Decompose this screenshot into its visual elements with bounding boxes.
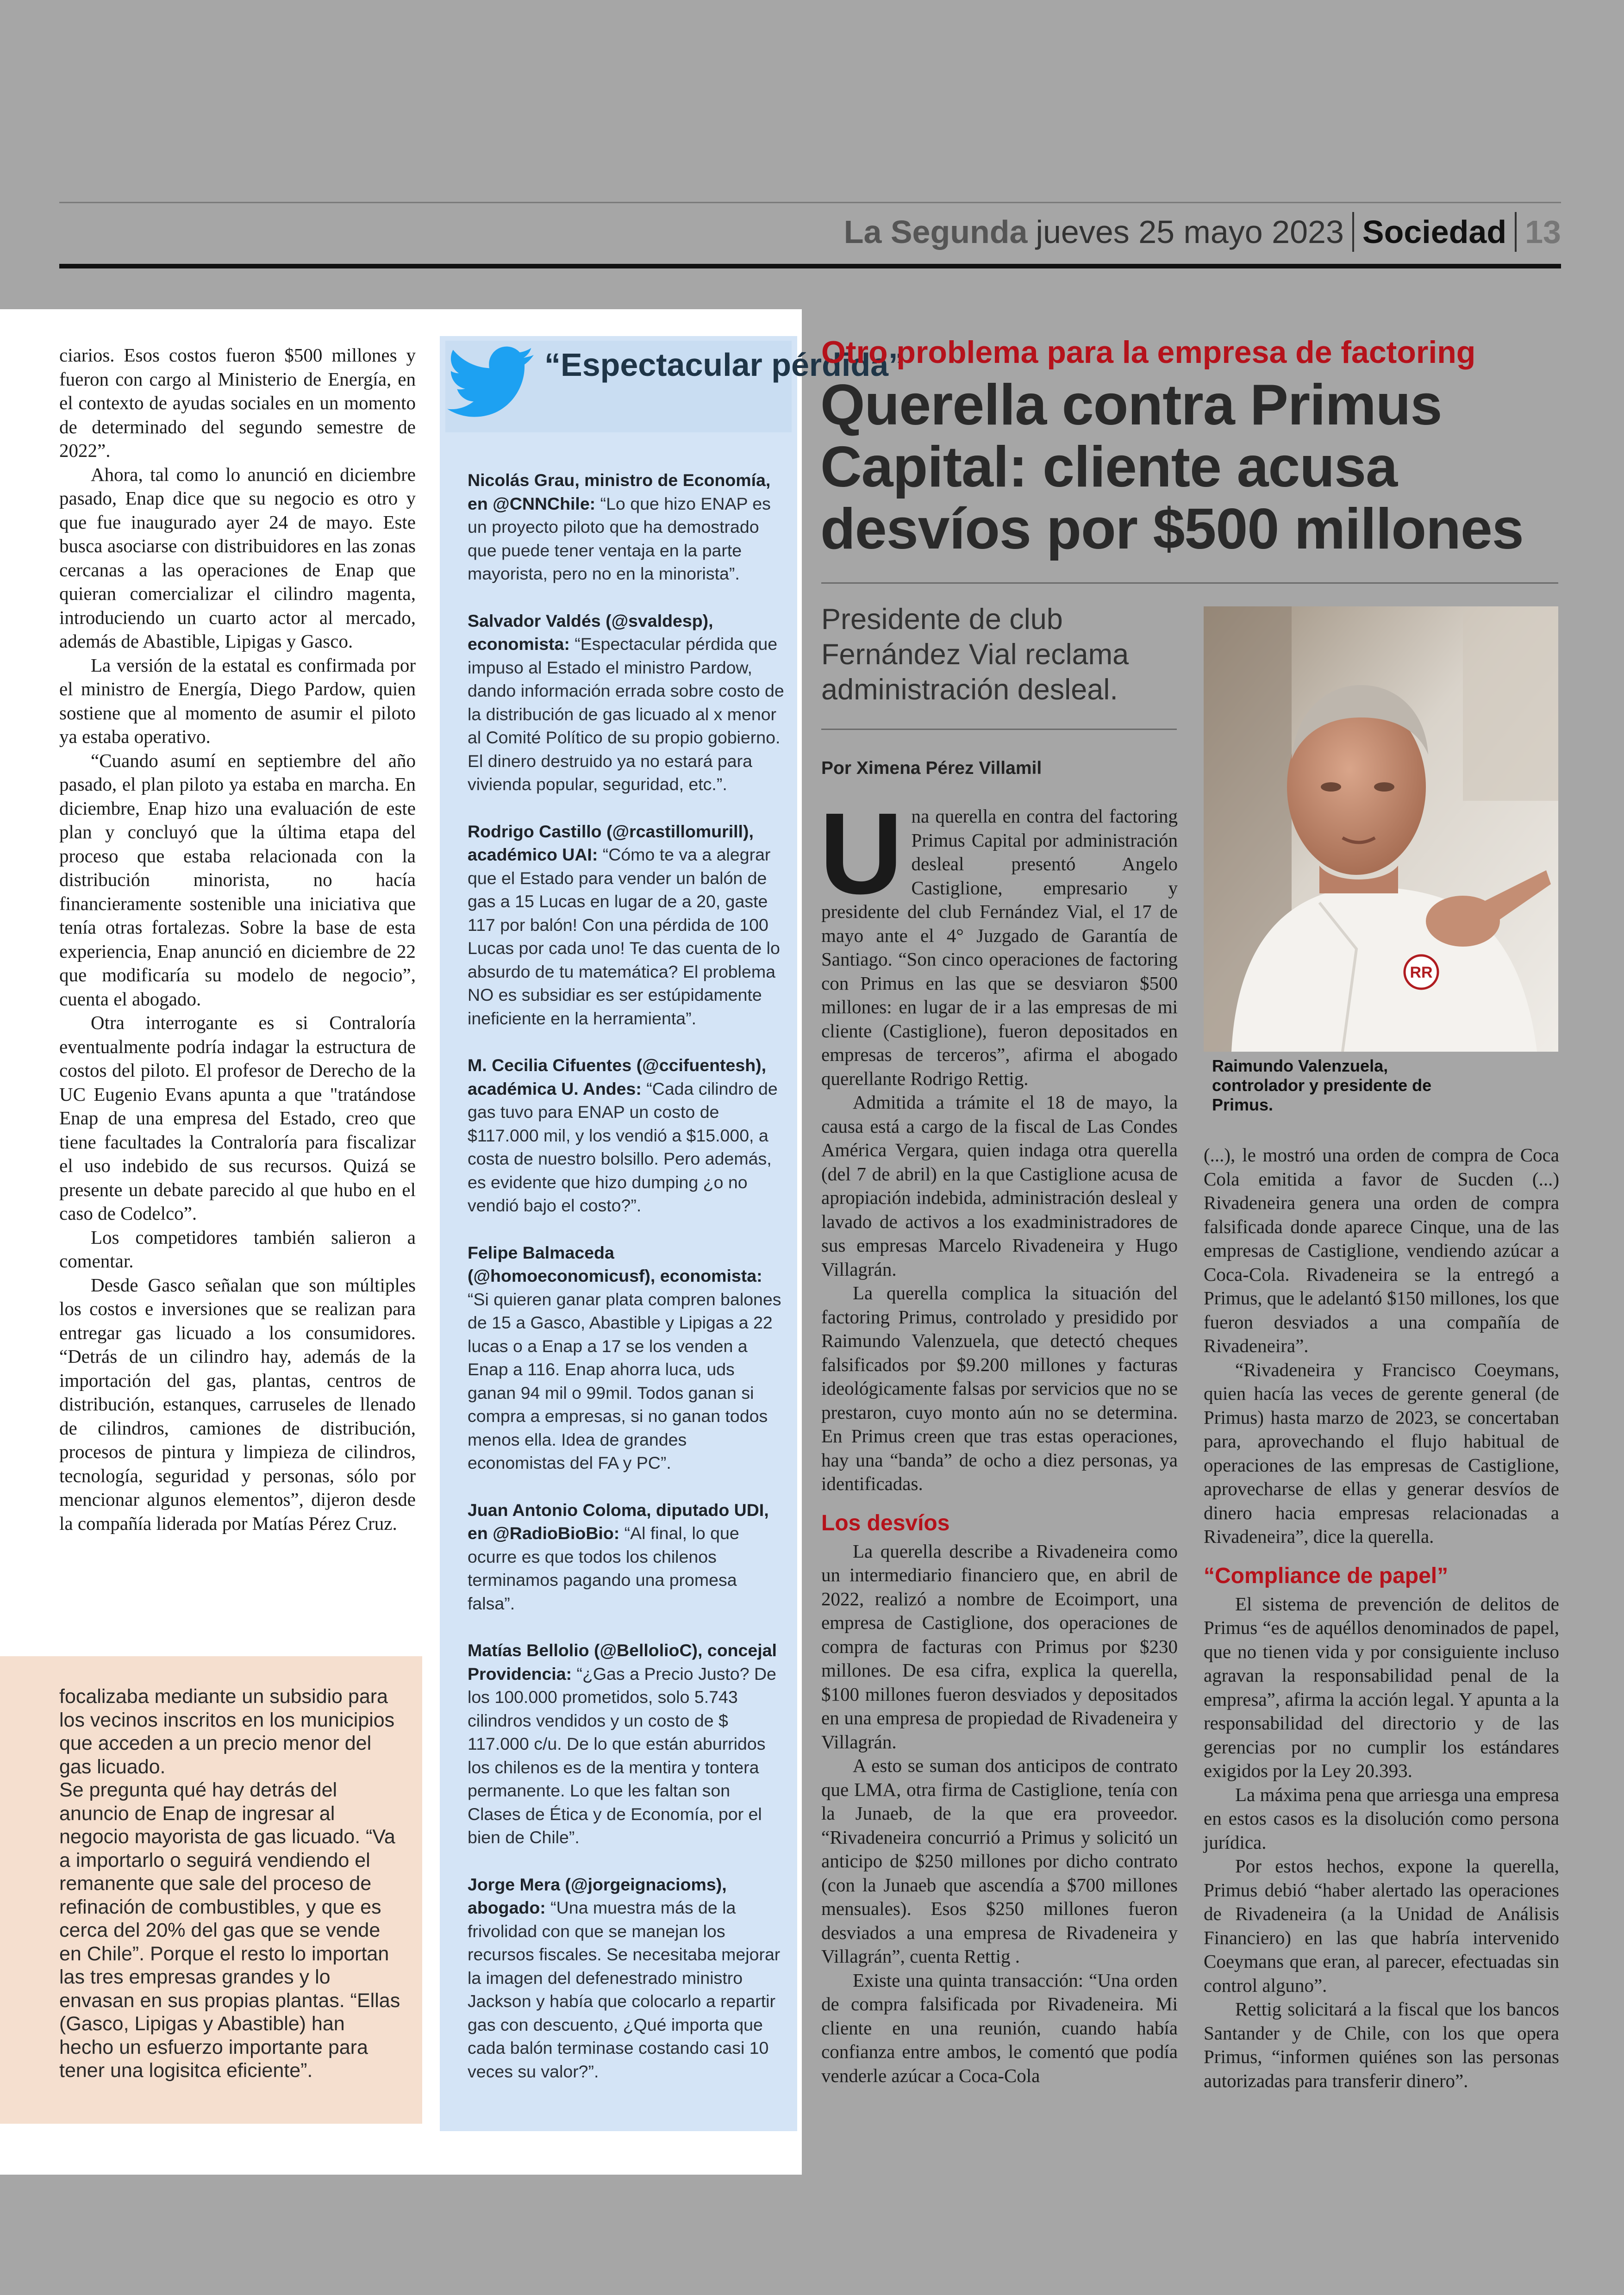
article-headline: Querella contra Primus Capital: cliente acusa desvíos por $500 millones — [820, 373, 1524, 561]
tweet-quote — [468, 609, 787, 796]
section-name: Sociedad — [1362, 214, 1507, 250]
paragraph: Desde Gasco señalan que son múltiples los costos e inversiones que se realizan para entregar gas licuado a los consumidores. “Detrás de un cilindro hay, además de la importación del gas, plantas, centros de distribución, estanques, carruseles de llenado de cilindros, camiones de distribución, procesos de pintura y limpieza de cilindros, tecnología, seguridad y personas, sólo por mencionar algunos elementos”, dijeron desde la compañía liderada por Matías Pérez Cruz. — [59, 1274, 416, 1534]
paragraph: A esto se suman dos anticipos de contrato que LMA, otra firma de Castiglione, tenía con la Junaeb, de la que era proveedor. “Rivadeneira concurrió a Primus y solicitó un anticipo de $250 millones por dicho contrato (con la Junaeb que ascendía a $700 millones mensuales). Esos $250 millones fueron desviados a una empresa de Rivadeneira y Villagrán”, cuenta Rettig . — [821, 1755, 1178, 1967]
peach-box-text — [59, 1685, 402, 2083]
tweet-list — [468, 468, 787, 2107]
article-byline: Por Ximena Pérez Villamil — [821, 758, 1042, 778]
paragraph: Otra interrogante es si Contraloría eventualmente podría indagar la estructura de costos del piloto. El profesor de Derecho de la UC Eugenio Evans apunta a que "tratándose Enap de una empresa del Estado, creo que tiene facultades la Contraloría para fiscalizar el uso indebido de sus recursos. Quizá se presente un debate parecido al que hubo en el caso de Codelco”. — [59, 1012, 416, 1224]
paragraph: “Rivadeneira y Francisco Coeymans, quien hacía las veces de gerente general (de Primus) hasta marzo de 2023, se concertaban para, aprovechando el flujo habitual de operaciones de las empresas de Castiglione, aprovecharse de ellas y generar desvíos de dinero hacia empresas relacionadas a Rivadeneira”, dice la querella. — [1204, 1359, 1559, 1547]
article-subhead: Presidente de club Fernández Vial reclama administración desleal. — [821, 603, 1129, 706]
paragraph: Por estos hechos, expone la querella, Primus debió “haber alertado las operaciones de Rivadeneira (a la Unidad de Análisis Financiero) en las que habría intervenido Coeymans que eran, al parecer, efectuadas sin control alguno”. — [1204, 1855, 1559, 1996]
photo-caption: Raimundo Valenzuela, controlador y presidente de Primus. — [1212, 1056, 1432, 1114]
tweet-quote — [468, 1054, 787, 1217]
tweet-text: “Lo que hizo ENAP es un proyecto piloto que ha demostrado que puede tener ventaja en la parte mayorista, pero no en la minorista”. — [468, 493, 771, 583]
drop-cap: U — [819, 789, 903, 918]
article-column-1 — [819, 789, 1178, 2088]
tweet-author: Salvador Valdés (@svaldesp), economista: — [468, 611, 713, 654]
paragraph: La querella complica la situación del factoring Primus, controlado y presidido por Raimundo Valenzuela, que detectó cheques falsificados por $9.200 millones y facturas ideológicamente falsas por servicios que no se prestaron, cuyo monto aún no se determina. En Primus creen que tras estas operaciones, hay una “banda” de ocho a diez personas, ya identificadas. — [821, 1282, 1178, 1494]
tweet-author: Nicolás Grau, ministro de Economía, en @CNNChile: — [468, 470, 771, 513]
paragraph: La querella describe a Rivadeneira como un intermediario financiero que, en abril de 2022, realizó a nombre de Ecoimport, una empresa de Castiglione, dos operaciones de compra de facturas con Primus por $230 millones. De esa cifra, explica la querella, $100 millones fueron desviados y depositados en una empresa de propiedad de Rivadeneira y Villagrán. — [821, 1540, 1178, 1752]
tweet-quote — [468, 1498, 787, 1615]
tweet-text: “Espectacular pérdida que impuso al Estado el ministro Pardow, dando información errada sobre costo de la distribución de gas licuado al x menor al Comité Político de su propio gobierno. El dinero destruido ya no estará para vivienda popular, seguridad, etc.”. — [468, 634, 784, 794]
header-rule-bottom — [59, 264, 1561, 268]
paragraph: El sistema de prevención de delitos de Primus “es de aquéllos denominados de papel, que no tienen vida y por consiguiente incluso agravan la responsabilidad penal de la empresa”, afirma la acción legal. Y apunta a la responsabilidad del directorio y de las gerencias por no cumplir los estándares exigidos por la Ley 20.393. — [1204, 1593, 1559, 1781]
headline-rule — [821, 582, 1558, 584]
left-column-text — [59, 343, 416, 1535]
paragraph: Rettig solicitará a la fiscal que los bancos Santander y de Chile, con los que opera Primus, “informen quiénes son las personas autorizadas para transferir dinero”. — [1204, 1998, 1559, 2091]
page-number: 13 — [1525, 214, 1561, 250]
tweet-text: “Si quieren ganar plata compren balones de 15 a Gasco, Abastible y Lipigas a 22 lucas o a Enap a 17 se los venden a Enap a 116. Enap ahorra luca, uds ganan 94 mil o 99mil. Todos ganan si compra a empresas, si no ganan todos menos ella. Idea de grandes economistas del FA y PC”. — [468, 1289, 781, 1472]
tweet-author: Juan Antonio Coloma, diputado UDI, en @RadioBioBio: — [468, 1500, 769, 1543]
paragraph: Existe una quinta transacción: “Una orden de compra falsificada por Rivadeneira. Mi cliente en una reunión, cuando había confianza entre ambos, le comentó que podía venderle azúcar a Coca-Cola — [821, 1969, 1178, 2086]
article-kicker: Otro problema para la empresa de factoring — [821, 335, 1476, 370]
masthead — [844, 206, 1561, 257]
tweet-text: “¿Gas a Precio Justo? De los 100.000 prometidos, solo 5.743 cilindros vendidos y un costo de $ 117.000 c/u. De lo que están aburridos los chilenos es de la mentira y tontera permanente. Lo que les faltan son Clases de Ética y de Economía, por el bien de Chile”. — [468, 1664, 776, 1847]
paragraph: Admitida a trámite el 18 de mayo, la causa está a cargo de la fiscal de Las Condes América Vergara, quien indaga otra querella (del 7 de abril) en la que Castiglione acusa de apropiación indebida, administración desleal y lavado de activos a los exadministradores de sus empresas Marcelo Rivadeneira y Hugo Villagrán. — [821, 1091, 1178, 1280]
tweet-quote — [468, 468, 787, 586]
portrait-illustration — [1204, 606, 1558, 1052]
tweet-text: “Una muestra más de la frivolidad con que se manejan los recursos fiscales. Se necesitaba mejorar la imagen del defenestrado ministro Jackson y había que colocarlo a repartir gas con descuento, ¿Qué importa que cada balón terminase costando casi 10 veces su valor?”. — [468, 1898, 781, 2081]
twitter-bird-icon — [447, 343, 535, 422]
masthead-divider — [1352, 212, 1354, 252]
paragraph: (...), le mostró una orden de compra de Coca Cola emitida a favor de Sucden (...) Rivadeneira genera una orden de compra falsificada donde aparece Cinque, una de las empresas de Castiglione, vendiendo azúcar a Coca-Cola. Rivadeneira se la entregó a Primus, que le adelantó $150 millones, los que fueron desviados a una compañía de Rivadeneira”. — [1204, 1144, 1559, 1356]
paragraph: “Cuando asumí en septiembre del año pasado, el plan piloto ya estaba en marcha. En diciembre, Enap hizo una evaluación de este plan y concluyó que la última etapa del proceso que estaba relacionada con la distribución minorista, no hacía financieramente sostenible una iniciativa que tenía otras fortalezas. Sobre la base de esta experiencia, Enap anunció en diciembre de 22 que modificaría su modelo de negocio”, cuenta el abogado. — [59, 749, 416, 1010]
tweet-quote — [468, 820, 787, 1030]
paragraph: La versión de la estatal es confirmada por el ministro de Energía, Diego Pardow, quien sostiene que al momento de asumir el piloto ya estaba operativo. — [59, 654, 416, 747]
paragraph: focalizaba mediante un subsidio para los vecinos inscritos en los municipios que acceden a un precio menor del gas licuado. — [59, 1685, 395, 1778]
tweet-quote — [468, 1639, 787, 1849]
tweet-author: M. Cecilia Cifuentes (@ccifuentesh), académica U. Andes: — [468, 1055, 767, 1098]
tweet-quote — [468, 1873, 787, 2083]
lead-text: na querella en contra del factoring Primus Capital por administración desleal presentó Angelo Castiglione, empresario y presidente del club Fernández Vial, el 17 de mayo ante el 4° Juzgado de Garantía de Santiago. “Son cinco operaciones de factoring con Primus en las que se desviaron $500 millones: en lugar de ir a las empresas de mi cliente (Castiglione), fueron depositados en empresas de terceros”, afirma el abogado querellante Rodrigo Rettig. — [821, 805, 1178, 1089]
header-rule-top — [59, 202, 1561, 203]
tweet-text: “Cada cilindro de gas tuvo para ENAP un costo de $117.000 mil, y los vendió a $15.000, a costa de nuestro bolsillo. Pero además, es evidente que hizo dumping ¿o no vendió bajo el costo?”. — [468, 1079, 778, 1215]
article-column-2 — [1204, 1143, 1559, 2093]
tweet-author: Matías Bellolio (@BellolioC), concejal Providencia: — [468, 1640, 777, 1684]
tweet-quote — [468, 1241, 787, 1475]
issue-date: jueves 25 mayo 2023 — [1036, 214, 1344, 250]
newspaper-name: La Segunda — [843, 214, 1028, 250]
tweet-text: “Cómo te va a alegrar que el Estado para vender un balón de gas a 15 Lucas en lugar de a 20, gaste 117 por balón! Con una pérdida de 100 Lucas por cada uno! Te das cuenta de lo absurdo de tu matemática? El problema NO es subsidiar es ser estúpidamente ineficiente en la herramienta”. — [468, 845, 780, 1028]
paragraph: Se pregunta qué hay detrás del anuncio de Enap de ingresar al negocio mayorista de gas licuado. “Va a importarlo o seguirá vendiendo el remanente que sale del proceso de refinación de combustibles, y que es cerca del 20% del gas que se vende en Chile”. Porque el resto lo importan las tres empresas grandes y lo envasan en sus propias plantas. “Ellas (Gasco, Lipigas y Abastible) han hecho un esfuerzo importante para tener una logisitca eficiente”. — [59, 1779, 400, 2082]
paragraph: ciarios. Esos costos fueron $500 millones y fueron con cargo al Ministerio de Energía, en el contexto de ayudas sociales en un momento de determinado del segundo semestre de 2022”. — [59, 344, 416, 461]
tweet-author: Rodrigo Castillo (@rcastillomurill), académico UAI: — [468, 821, 754, 864]
masthead-divider — [1515, 212, 1517, 252]
portrait-photo — [1204, 606, 1558, 1052]
svg-text:RR: RR — [1410, 964, 1433, 981]
paragraph: Ahora, tal como lo anunció en diciembre pasado, Enap dice que su negocio es otro y que fue inaugurado ayer 24 de mayo. Este busca asociarse con distribuidores en las zonas cercanas a las operaciones de Enap que quieran comercializar el cilindro magenta, introduciendo un cuarto actor al mercado, además de Abastible, Lipigas y Gasco. — [59, 463, 416, 652]
section-heading-desvios: Los desvíos — [821, 1510, 950, 1535]
subhead-rule — [821, 729, 1177, 730]
tweet-author: Felipe Balmaceda (@homoeconomicusf), economista: — [468, 1242, 762, 1285]
lead-paragraph — [819, 789, 1178, 1091]
paragraph: Los competidores también salieron a comentar. — [59, 1226, 416, 1272]
tweet-text: “Al final, lo que ocurre es que todos los chilenos terminamos pagando una promesa falsa”. — [468, 1523, 739, 1613]
tweet-author: Jorge Mera (@jorgeignacioms), abogado: — [468, 1874, 727, 1917]
twitter-box-title: “Espectacular pérdida” — [544, 347, 905, 383]
section-heading-compliance: “Compliance de papel” — [1204, 1563, 1449, 1588]
paragraph: La máxima pena que arriesga una empresa en estos casos es la disolución como persona jurídica. — [1204, 1784, 1559, 1853]
